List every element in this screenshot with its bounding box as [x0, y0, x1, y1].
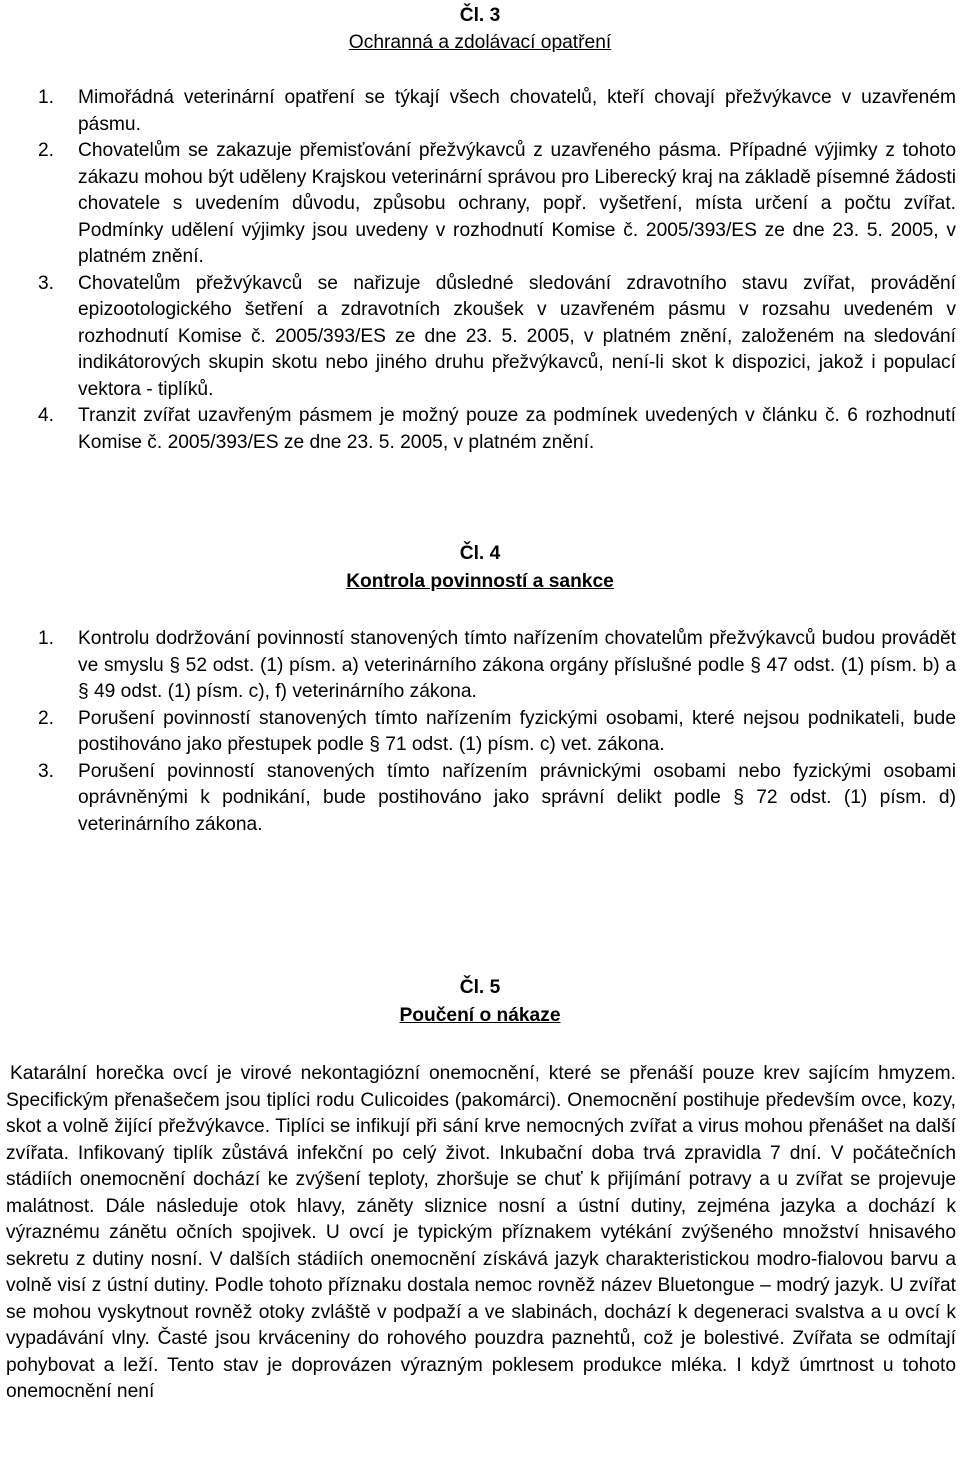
article-3-title: Ochranná a zdolávací opatření [348, 32, 612, 53]
article-5-paragraph [6, 1061, 956, 1406]
item-number: 3. [38, 272, 55, 294]
article-4-number: Čl. 4 [459, 543, 501, 564]
list-item [38, 85, 956, 138]
item-number: 2. [38, 707, 55, 729]
article-3-number: Čl. 3 [459, 5, 501, 26]
list-item [38, 403, 956, 456]
item-text: Mimořádná veterinární opatření se týkají všech chovatelů, kteří chovají přežvýkavce v uzavřeném pásmu. [78, 87, 956, 135]
item-number: 3. [38, 760, 55, 782]
list-item [38, 759, 956, 839]
article-5-title: Poučení o nákaze [399, 1005, 561, 1026]
list-item [38, 706, 956, 759]
item-text: Chovatelům se zakazuje přemisťování přežvýkavců z uzavřeného pásma. Případné výjimky z tohoto zákazu mohou být uděleny Krajskou veterinární správou pro Liberecký kraj na základě písemné žádosti chovatele s uvedením důvodu, způsobu ochrany, popř. vyšetření, místa určení a počtu zvířat. Podmínky udělení výjimky jsou uvedeny v rozhodnutí Komise č. 2005/393/ES ze dne 23. 5. 2005, v platném znění. [78, 140, 956, 267]
article-4-list [38, 626, 956, 838]
item-text: Tranzit zvířat uzavřeným pásmem je možný pouze za podmínek uvedených v článku č. 6 rozhodnutí Komise č. 2005/393/ES ze dne 23. 5. 2005, v platném znění. [78, 405, 956, 453]
item-number: 1. [38, 628, 55, 649]
item-text: Kontrolu dodržování povinností stanovených tímto nařízením chovatelům přežvýkavců budou provádět ve smyslu § 52 odst. (1) písm. a) veterinárního zákona orgány příslušné podle § 47 odst. (1) písm. b) a § 49 odst. (1) písm. c), f) veterinárního zákona. [78, 628, 956, 702]
article-5-number: Čl. 5 [459, 977, 501, 998]
item-text: Porušení povinností stanovených tímto nařízením fyzickými osobami, které nejsou podnikateli, bude postihováno jako přestupek podle § 71 odst. (1) písm. c) vet. zákona. [78, 707, 956, 755]
article-4-title: Kontrola povinností a sankce [346, 571, 614, 592]
list-item [38, 626, 956, 706]
list-item [38, 271, 956, 404]
list-item [38, 138, 956, 271]
paragraph-text: Katarální horečka ovcí je virové nekontagiózní onemocnění, které se přenáší pouze krev sajícím hmyzem. Specifickým přenašečem jsou tiplíci rodu Culicoides (pakomárci). Onemocnění postihuje především ovce, kozy, skot a volně žijící přežvýkavce. Tiplíci se infikují při sání krve nemocných zvířat a virus mohou přenášet na další zvířata. Infikovaný tiplík zůstává infekční po celý život. Inkubační doba trvá zpravidla 7 dní. V počátečních stádiích onemocnění dochází ke zvýšení teploty, zhoršuje se chuť k přijímání potravy a u zvířat se projevuje malátnost. Dále následuje otok hlavy, záněty sliznice nosní a ústní dutiny, zejména jazyka a dochází k výraznému zánětu očních spojivek. U ovcí je typickým příznakem vytékání zvýšeného množství hnisavého sekretu z dutiny nosní. V dalších stádiích onemocnění získává jazyk charakteristickou modro-fialovou barvu a volně visí z ústní dutiny. Podle tohoto příznaku dostala nemoc rovněž název Bluetongue – modrý jazyk. U zvířat se mohou vyskytnout rovněž otoky zvláště v podpaží a ve slabinách, dochází k degeneraci svalstva a u ovcí k vypadávání vlny. Časté jsou krváceniny do rohového pouzdra paznehtů, což je bolestivé. Zvířata se odmítají pohybovat a leží. Tento stav je doprovázen výrazným poklesem produkce mléka. I když úmrtnost u tohoto onemocnění není [6, 1063, 956, 1402]
article-3-list [38, 85, 956, 456]
item-number: 1. [38, 87, 55, 108]
item-text: Chovatelům přežvýkavců se nařizuje důsledné sledování zdravotního stavu zvířat, provádění epizootologického šetření a zdravotních zkoušek v uzavřeném pásmu v rozsahu uvedeném v rozhodnutí Komise č. 2005/393/ES ze dne 23. 5. 2005, v platném znění, založeném na sledování indikátorových skupin skotu nebo jiného druhu přežvýkavců, není-li skot k dispozici, jakož i populací vektora - tiplíků. [78, 272, 956, 400]
item-text: Porušení povinností stanovených tímto nařízením právnickými osobami nebo fyzickými osobami oprávněnými k podnikání, bude postihováno jako správní delikt podle § 72 odst. (1) písm. d) veterinárního zákona. [78, 760, 956, 835]
item-number: 4. [38, 405, 55, 426]
item-number: 2. [38, 140, 55, 161]
